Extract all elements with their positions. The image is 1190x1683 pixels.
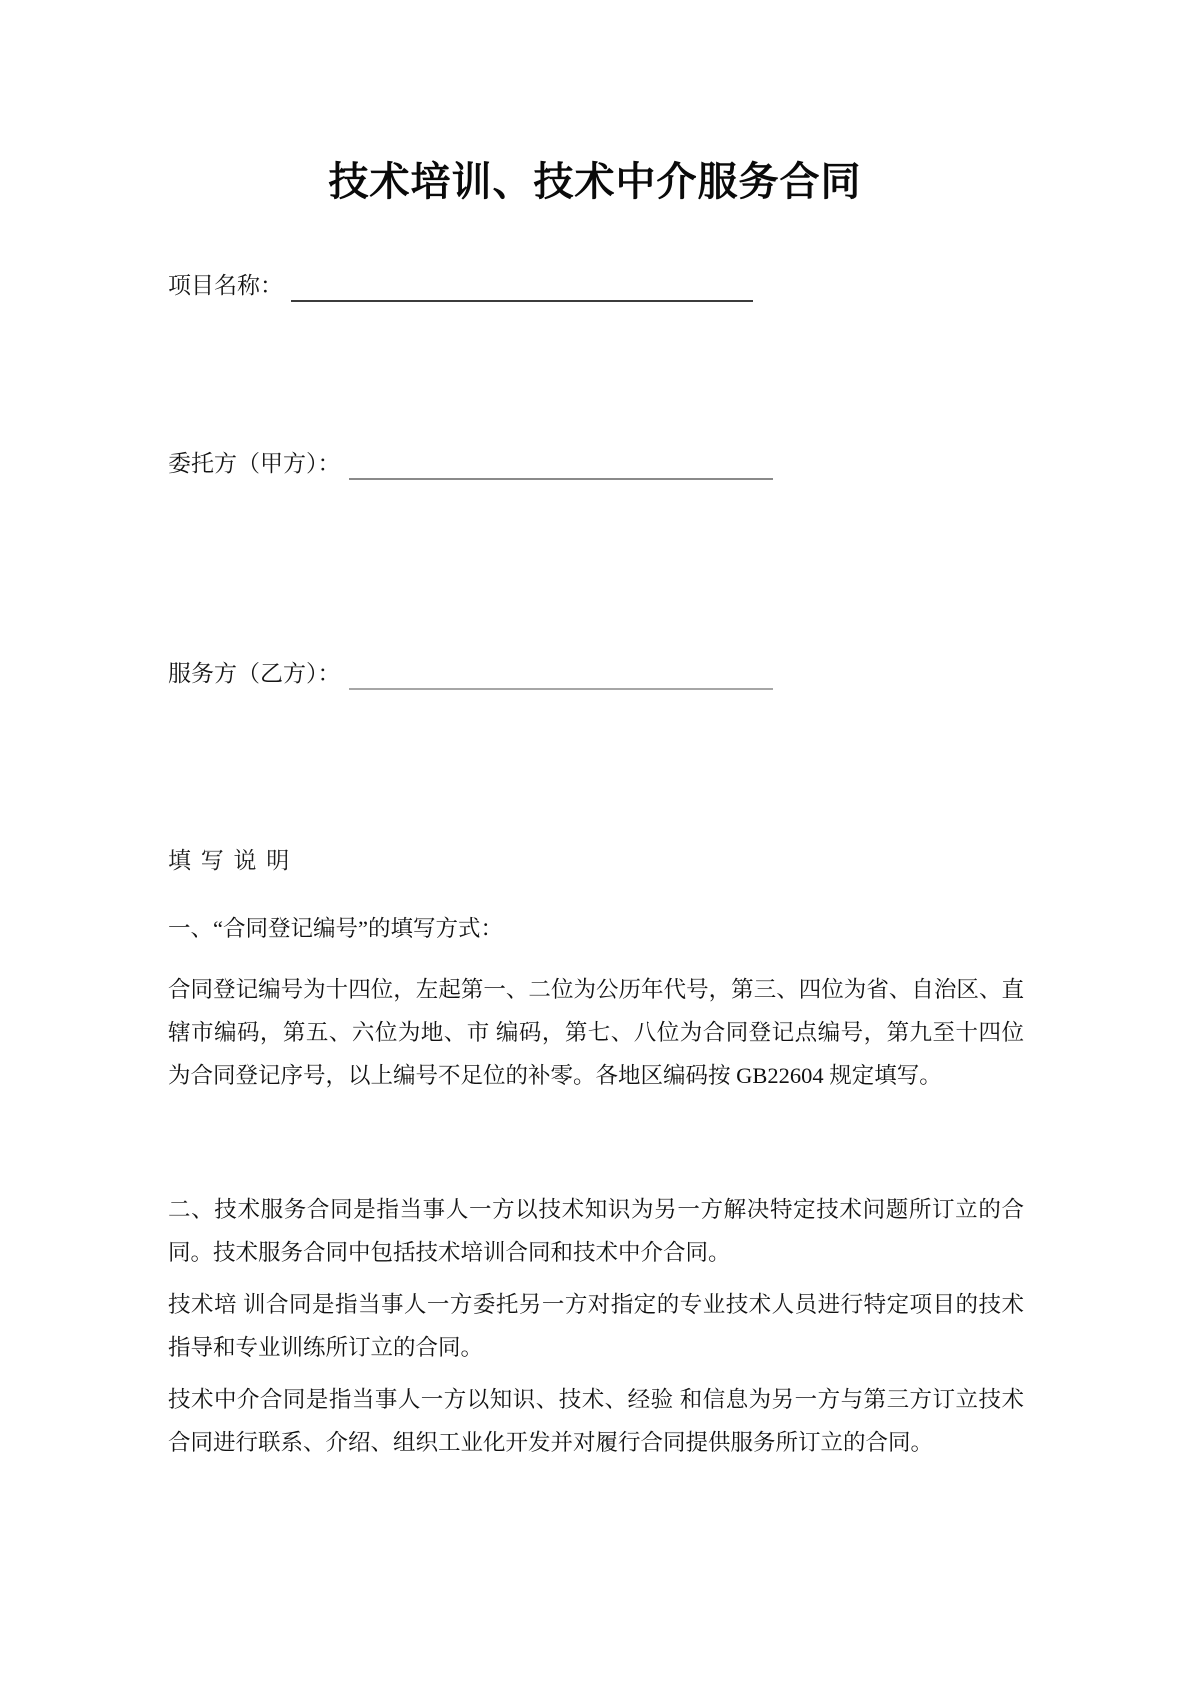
filling-instructions-heading: 填 写 说 明 [168,848,292,873]
instruction-section2-body: 二、技术服务合同是指当事人一方以技术知识为另一方解决特定技术问题所订立的合同。技术服务合同中包括技术培训合同和技术中介合同。 [168,1197,1024,1265]
field-row-project-name [168,270,753,302]
instruction-section1-title: 一、“合同登记编号”的填写方式： [168,916,503,941]
project-name-blank-line[interactable] [291,270,753,302]
instruction-section4-body: 技术中介合同是指当事人一方以知识、技术、经验 和信息为另一方与第三方订立技术合同进行联系、介绍、组织工业化开发并对履行合同提供服务所订立的合同。 [168,1387,1024,1455]
instruction-section3-body: 技术培 训合同是指当事人一方委托另一方对指定的专业技术人员进行特定项目的技术指导和专业训练所订立的合同。 [168,1292,1024,1360]
party-a-label: 委托方（甲方）： [168,451,341,476]
party-b-blank-line[interactable] [349,658,773,690]
field-row-party-b [168,658,773,690]
party-a-blank-line[interactable] [349,448,773,480]
project-name-label: 项目名称： [168,273,283,298]
instruction-section1-body: 合同登记编号为十四位，左起第一、二位为公历年代号，第三、四位为省、自治区、直辖市编码，第五、六位为地、市 编码，第七、八位为合同登记点编号，第九至十四位为合同登记序号，以上编号不足位的补零。各地区编码按 GB22604 规定填写。 [168,977,1024,1088]
party-b-label: 服务方（乙方）： [168,661,341,686]
field-row-party-a [168,448,773,480]
page-title: 技术培训、技术中介服务合同 [328,159,862,204]
